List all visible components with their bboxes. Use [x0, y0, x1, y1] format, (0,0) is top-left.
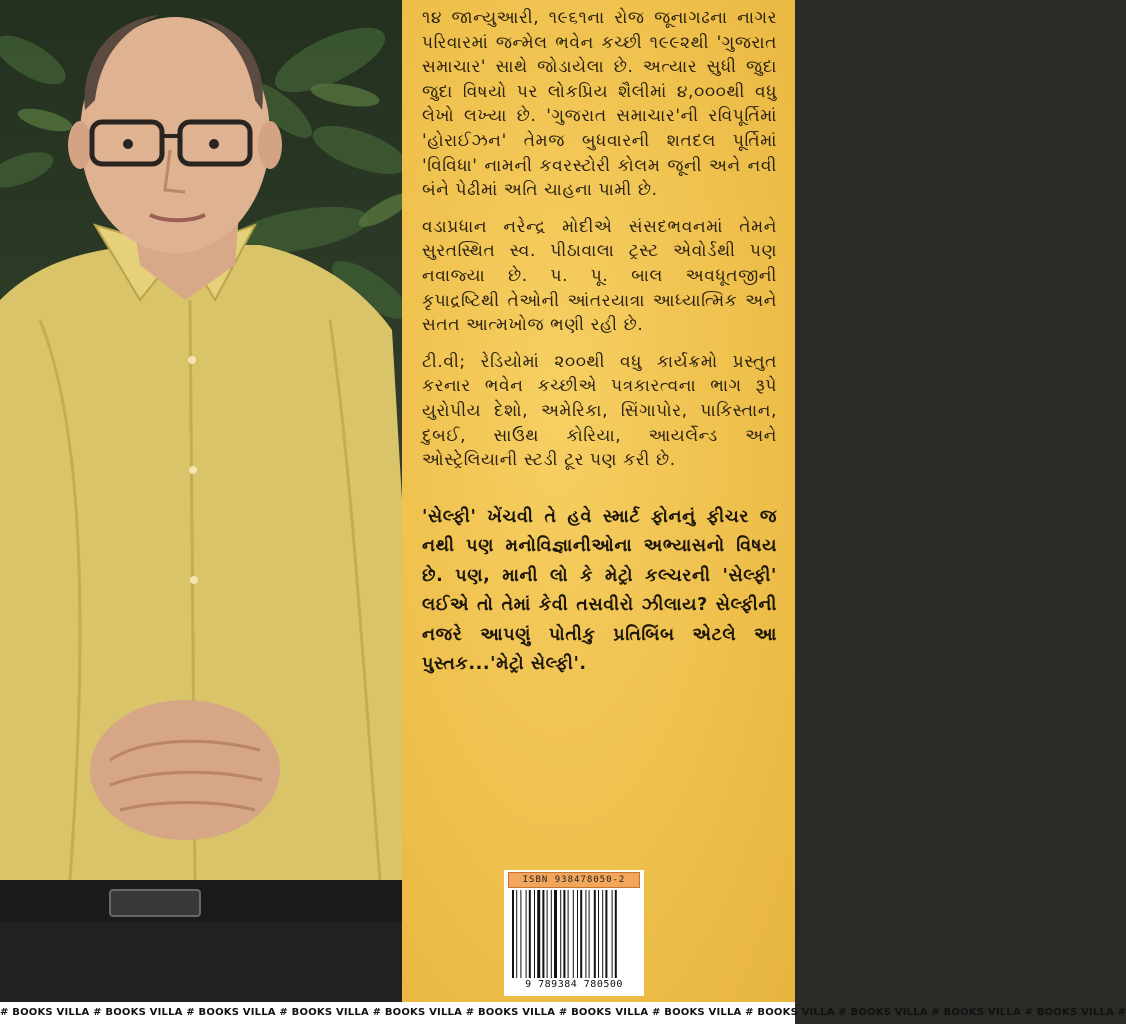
bio-text-panel — [402, 0, 795, 1002]
book-blurb: 'સેલ્ફી' ખેંચવી તે હવે સ્માર્ટ ફોનનું ફીચર જ નથી પણ મનોવિજ્ઞાનીઓના અભ્યાસનો વિષય છે. પણ, માની લો કે મેટ્રો કલ્ચરની 'સેલ્ફી' લઈએ તો તેમાં કેવી તસવીરો ઝીલાય? સેલ્ફીની નજરે આપણું પોતીકુ પ્રતિબિંબ એટલે આ પુસ્તક...'મેટ્રો સેલ્ફી'. — [422, 506, 777, 675]
barcode-bar — [534, 890, 535, 978]
isbn-label: ISBN 938478050-2 — [508, 872, 640, 888]
barcode-bar — [554, 890, 557, 978]
isbn-barcode — [504, 870, 644, 996]
barcode-bar — [563, 890, 565, 978]
barcode-bar — [589, 890, 590, 978]
barcode-bar — [512, 890, 514, 978]
author-portrait-illustration — [0, 0, 402, 1002]
isbn-digits: 9 789384 780500 — [525, 979, 623, 990]
barcode-bar — [529, 890, 531, 978]
barcode-bar — [551, 890, 552, 978]
author-photo — [0, 0, 402, 1002]
barcode-bar — [560, 890, 561, 978]
barcode-bar — [585, 890, 586, 978]
barcode-bar — [520, 890, 521, 978]
barcode-bar — [526, 890, 527, 978]
barcode-bar — [605, 890, 607, 978]
barcode-bar — [568, 890, 569, 978]
bio-paragraph: વડાપ્રધાન નરેન્દ્ર મોદીએ સંસદભવનમાં તેમને સુરતસ્થિત સ્વ. પીઠાવાલા ટ્રસ્ટ એવોર્ડથી પણ નવાજ્યા છે. પ. પૂ. બાલ અવધૂતજીની કૃપાદ્રષ્ટિથી તેઓની આંતરયાત્રા આધ્યાત્મિક અને સતત આત્મખોજ ભણી રહી છે. — [422, 216, 777, 336]
barcode-bars — [512, 890, 636, 978]
bio-paragraph: ૧૪ જાન્યુઆરી, ૧૯૬૧ના રોજ જૂનાગઢના નાગર પરિવારમાં જન્મેલ ભવેન કચ્છી ૧૯૯૨થી 'ગુજરાત સમાચાર' સાથે જોડાયેલા છે. અત્યાર સુધી જુદા જુદા વિષયો પર લોકપ્રિય શૈલીમાં ૪,૦૦૦થી વધુ લેખો લખ્યા છે. 'ગુજરાત સમાચાર'ની રવિપૂર્તિમાં 'હોરાઈઝન' તેમજ બુધવારની શતદલ પૂર્તિમાં 'વિવિધા' નામની કવરસ્ટોરી કોલમ જૂની અને નવી બંને પેઢીમાં અતિ ચાહના પામી છે. — [422, 8, 777, 201]
barcode-bar — [598, 890, 599, 978]
barcode-bar — [537, 890, 540, 978]
barcode-bar — [573, 890, 574, 978]
barcode-bar — [542, 890, 544, 978]
barcode-bar — [612, 890, 613, 978]
bio-paragraph: ટી.વી; રેડિયોમાં ૨૦૦થી વધુ કાર્યક્રમો પ્રસ્તુત કરનાર ભવેન કચ્છીએ પત્રકારત્વના ભાગ રૂપે યુરોપીય દેશો, અમેરિકા, સિંગાપોર, પાકિસ્તાન, દુબઈ, સાઉથ કોરિયા, આયર્લેન્ડ અને ઓસ્ટ્રેલિયાની સ્ટડી ટૂર પણ કરી છે. — [422, 351, 777, 471]
barcode-bar — [580, 890, 582, 978]
barcode-bar — [516, 890, 517, 978]
barcode-bar — [547, 890, 548, 978]
barcode-bar — [602, 890, 603, 978]
barcode-bar — [594, 890, 596, 978]
barcode-bar — [577, 890, 578, 978]
books-villa-watermark: # BOOKS VILLA # BOOKS VILLA # BOOKS VILLA # BOOKS VILLA # BOOKS VILLA # BOOKS VILLA # BOOKS VILLA # BOOKS VILLA # BOOKS VILLA # BOOKS VILLA # BOOKS VILLA # BOOKS VILLA # — [0, 1002, 795, 1024]
barcode-bar — [615, 890, 617, 978]
